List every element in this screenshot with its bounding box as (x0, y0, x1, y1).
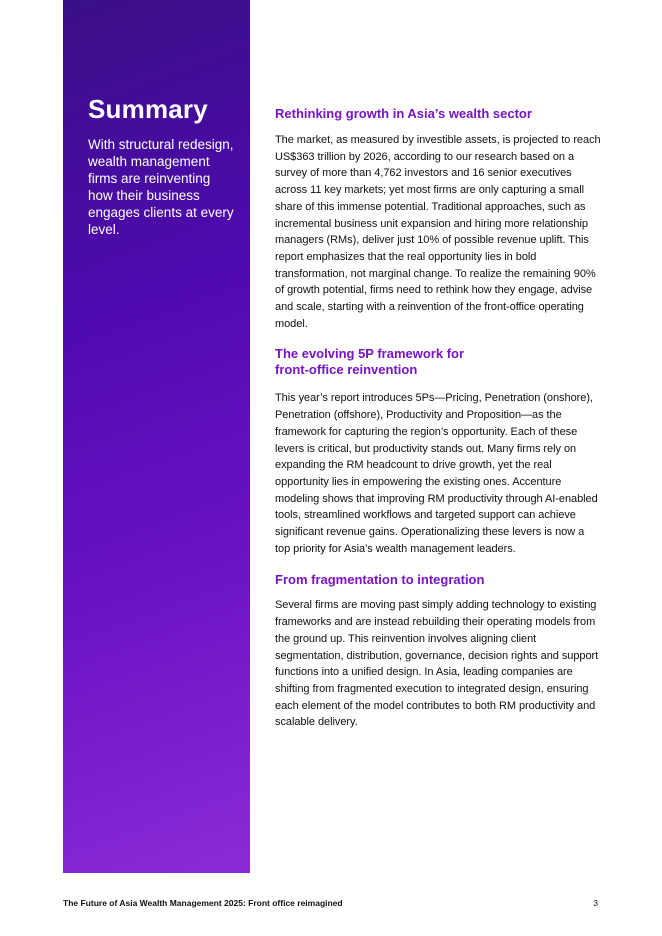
section-5p-framework (275, 346, 601, 557)
footer-report-title: The Future of Asia Wealth Management 2025: Front office reimagined (63, 898, 343, 908)
page-number: 3 (593, 898, 598, 908)
section-body: This year’s report introduces 5Ps—Pricing, Penetration (onshore), Penetration (offshore), Productivity and Proposition—as the framework for capturing the region’s opportunity. Each of these levers is critical, but productivity stands out. Many firms rely on expanding the RM headcount to drive growth, yet the real opportunity lies in empowering the existing ones. Accenture modeling shows that improving RM productivity through AI-enabled tools, streamlined workflows and targeted support can achieve significant revenue gains. Operationalizing these levers is now a top priority for Asia’s wealth management leaders. (275, 392, 598, 555)
summary-title: Summary (88, 94, 208, 124)
summary-panel (63, 0, 250, 873)
section-heading: The evolving 5P framework for front-office reinvention (275, 346, 465, 378)
section-rethinking-growth (275, 106, 601, 332)
section-fragmentation-to-integration (275, 572, 601, 731)
main-content (275, 106, 601, 731)
section-heading: From fragmentation to integration (275, 572, 485, 588)
section-body: The market, as measured by investible assets, is projected to reach US$363 trillion by 2026, according to our research based on a survey of more than 4,762 investors and 16 senior executives across 11 key markets; yet most firms are only capturing a small share of this immense potential. Traditional approaches, such as incremental business unit expansion and hiring more relationship managers (RMs), deliver just 10% of possible revenue uplift. This report emphasizes that the real opportunity lies in bold transformation, not marginal change. To realize the remaining 90% of growth potential, firms need to rethink how they engage, advise and scale, starting with a reinvention of the front-office operating model. (275, 134, 601, 330)
summary-intro: With structural redesign, wealth management firms are reinventing how their business engages clients at every level. (88, 137, 234, 237)
section-heading: Rethinking growth in Asia’s wealth sector (275, 106, 532, 121)
section-body: Several firms are moving past simply adding technology to existing frameworks and are instead rebuilding their operating models from the ground up. This reinvention involves aligning client segmentation, distribution, governance, decision rights and support functions into a unified design. In Asia, leading companies are shifting from fragmented execution to integrated design, ensuring each element of the model contributes to both RM productivity and scalable delivery. (275, 599, 599, 729)
